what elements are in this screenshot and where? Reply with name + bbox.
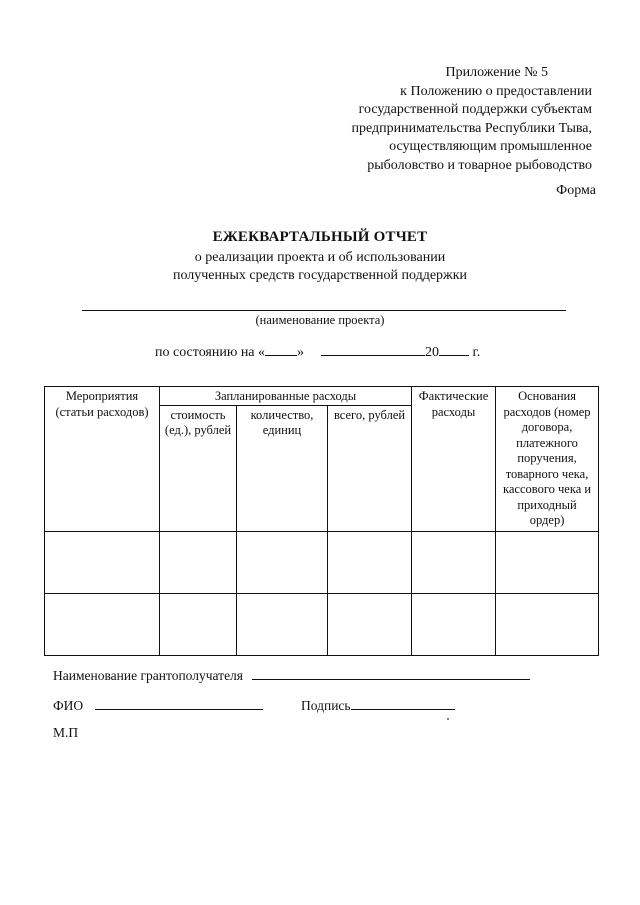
signature-row <box>301 697 455 714</box>
project-name-caption: (наименование проекта) <box>255 313 385 327</box>
status-prefix: по состоянию на « <box>155 345 266 360</box>
appendix-title: Приложение № 5 <box>445 65 548 80</box>
stamp-label: М.П <box>53 725 79 740</box>
fio-field[interactable] <box>95 697 263 710</box>
appendix-line: осуществляющим промышленное <box>389 139 592 155</box>
grantee-label: Наименование грантополучателя <box>53 668 244 683</box>
signature-field[interactable] <box>351 697 455 710</box>
report-subtitle-2: полученных средств государственной поддержки <box>172 268 468 283</box>
year-field[interactable] <box>439 342 469 356</box>
header-total: всего, рублей <box>328 405 412 531</box>
table-cell[interactable] <box>328 593 412 655</box>
appendix-line: к Положению о предоставлении <box>400 83 592 99</box>
header-quantity: количество, единиц <box>237 405 328 531</box>
table-header-row <box>45 387 599 406</box>
project-name-field[interactable] <box>82 310 566 311</box>
month-field[interactable] <box>321 342 425 356</box>
grantee-row <box>53 667 530 684</box>
scan-speck <box>447 718 449 720</box>
appendix-line: рыболовство и товарное рыбоводство <box>367 157 592 173</box>
table-row <box>45 593 599 655</box>
year-prefix: 20 <box>425 345 440 360</box>
header-actual: Фактические расходы <box>412 387 496 532</box>
grantee-field[interactable] <box>252 667 530 680</box>
table-cell[interactable] <box>496 593 599 655</box>
header-planned: Запланированные расходы <box>160 387 412 406</box>
fio-label: ФИО <box>53 698 84 713</box>
day-field[interactable] <box>265 342 297 356</box>
table-cell[interactable] <box>160 531 237 593</box>
year-suffix: г. <box>472 345 481 360</box>
table-cell[interactable] <box>45 531 160 593</box>
table-cell[interactable] <box>412 531 496 593</box>
form-label: Форма <box>556 183 596 198</box>
table-row <box>45 531 599 593</box>
table-cell[interactable] <box>496 531 599 593</box>
status-date-row <box>155 342 480 361</box>
table-cell[interactable] <box>160 593 237 655</box>
header-cost: стоимость (ед.), рублей <box>160 405 237 531</box>
header-basis: Основания расходов (номер договора, платежного поручения, товарного чека, кассового чека и приходный ордер) <box>496 387 599 532</box>
expenses-table <box>44 386 599 656</box>
signature-label: Подпись <box>301 698 351 713</box>
appendix-line: государственной поддержки субъектам <box>358 102 592 118</box>
appendix-line: предпринимательства Республики Тыва, <box>351 120 592 136</box>
status-quote-close: » <box>297 345 305 360</box>
fio-row <box>53 697 263 714</box>
table-cell[interactable] <box>237 593 328 655</box>
table-cell[interactable] <box>412 593 496 655</box>
report-subtitle-1: о реализации проекта и об использовании <box>194 250 446 265</box>
table-cell[interactable] <box>45 593 160 655</box>
table-cell[interactable] <box>237 531 328 593</box>
table-cell[interactable] <box>328 531 412 593</box>
report-title: ЕЖЕКВАРТАЛЬНЫЙ ОТЧЕТ <box>212 229 428 245</box>
header-activities: Мероприятия (статьи расходов) <box>45 387 160 532</box>
appendix-header <box>302 64 592 176</box>
